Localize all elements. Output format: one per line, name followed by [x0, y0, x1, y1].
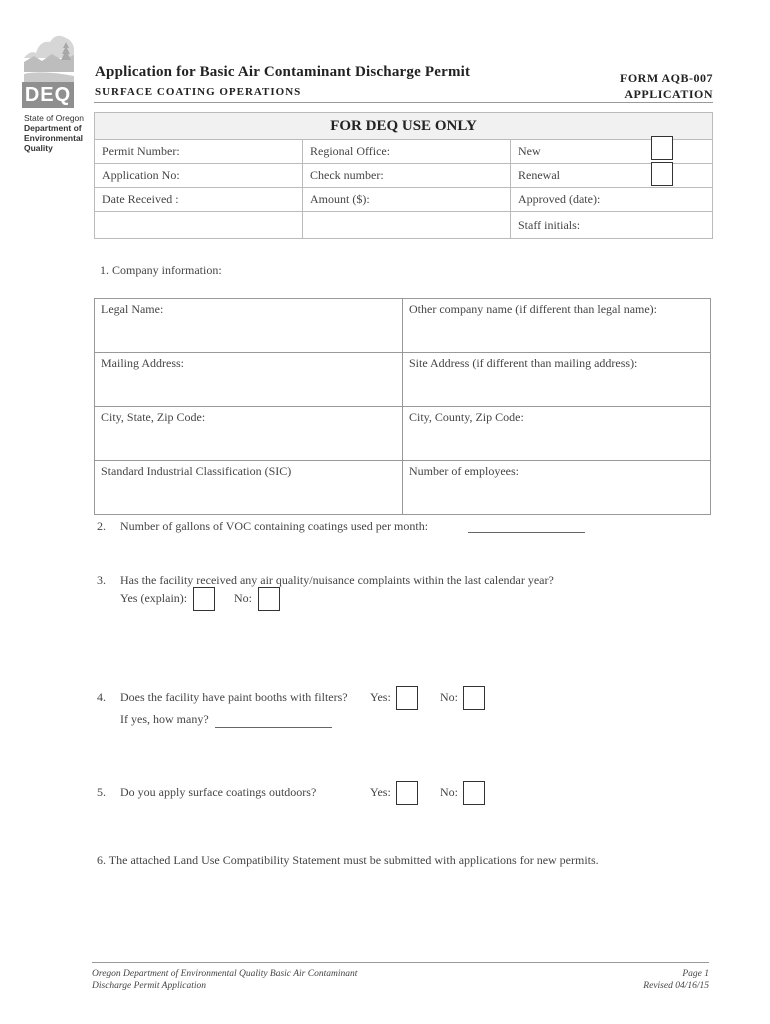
- q3-text: Has the facility received any air quality/nuisance complaints within the last calendar year?: [120, 573, 554, 587]
- sic-field[interactable]: Standard Industrial Classification (SIC): [95, 461, 403, 515]
- application-no-field: Application No:: [95, 164, 303, 188]
- q3-number: 3.: [97, 573, 106, 587]
- date-received-field: Date Received :: [95, 188, 303, 212]
- other-company-name-field[interactable]: Other company name (if different than legal name):: [403, 299, 711, 353]
- q5-yes-label: Yes:: [370, 785, 391, 799]
- deq-use-table: [94, 112, 713, 239]
- q3-no-label: No:: [234, 591, 252, 605]
- dept-line-1: Department of: [24, 123, 82, 133]
- permit-number-field: Permit Number:: [95, 140, 303, 164]
- q5-yes-checkbox[interactable]: [396, 781, 418, 805]
- header-divider: [94, 102, 713, 103]
- q3-yes-checkbox[interactable]: [193, 587, 215, 611]
- renewal-checkbox[interactable]: [651, 162, 673, 186]
- city-state-zip-field[interactable]: City, State, Zip Code:: [95, 407, 403, 461]
- agency-name: [24, 113, 84, 153]
- q2-number: 2.: [97, 519, 106, 533]
- form-subtitle: SURFACE COATING OPERATIONS: [95, 86, 302, 98]
- footer-divider: [92, 962, 709, 963]
- number-of-employees-field[interactable]: Number of employees:: [403, 461, 711, 515]
- revision-date: Revised 04/16/15: [643, 981, 709, 991]
- footer-page-info: [643, 968, 709, 992]
- new-label: New: [511, 140, 713, 164]
- form-type: APPLICATION: [624, 87, 713, 101]
- form-id: [620, 70, 713, 102]
- regional-office-field: Regional Office:: [303, 140, 511, 164]
- empty-cell: [303, 212, 511, 239]
- renewal-label: Renewal: [511, 164, 713, 188]
- page-number: Page 1: [682, 969, 709, 979]
- approved-date-field: Approved (date):: [511, 188, 713, 212]
- q4-number: 4.: [97, 690, 106, 704]
- deq-logo-text: DEQ: [22, 82, 74, 108]
- voc-gallons-input[interactable]: [468, 532, 585, 533]
- q4-no-checkbox[interactable]: [463, 686, 485, 710]
- footer-source: [92, 968, 357, 992]
- state-name: State of Oregon: [24, 113, 85, 123]
- q2-text: Number of gallons of VOC containing coatings used per month:: [120, 519, 429, 533]
- dept-line-3: Quality: [24, 143, 53, 153]
- q4-yes-checkbox[interactable]: [396, 686, 418, 710]
- booth-count-input[interactable]: [215, 727, 332, 728]
- q4-text: Does the facility have paint booths with filters?: [120, 690, 348, 704]
- q3-yes-label: Yes (explain):: [120, 591, 188, 605]
- company-info-heading: 1. Company information:: [100, 263, 222, 277]
- dept-line-2: Environmental: [24, 133, 84, 143]
- footer-line-1: Oregon Department of Environmental Quality Basic Air Contaminant: [92, 969, 358, 979]
- q5-number: 5.: [97, 785, 106, 799]
- site-address-field[interactable]: Site Address (if different than mailing address):: [403, 353, 711, 407]
- q3-no-checkbox[interactable]: [258, 587, 280, 611]
- empty-cell: [95, 212, 303, 239]
- q4-yes-label: Yes:: [370, 690, 391, 704]
- deq-use-heading: FOR DEQ USE ONLY: [95, 113, 713, 140]
- amount-field: Amount ($):: [303, 188, 511, 212]
- q4-no-label: No:: [440, 690, 458, 704]
- staff-initials-field: Staff initials:: [511, 212, 713, 239]
- footer-line-2: Discharge Permit Application: [92, 981, 206, 991]
- mailing-address-field[interactable]: Mailing Address:: [95, 353, 403, 407]
- city-county-zip-field[interactable]: City, County, Zip Code:: [403, 407, 711, 461]
- company-info-table: [94, 298, 711, 515]
- form-number: FORM AQB-007: [620, 71, 713, 85]
- q5-no-checkbox[interactable]: [463, 781, 485, 805]
- q5-text: Do you apply surface coatings outdoors?: [120, 785, 317, 799]
- check-number-field: Check number:: [303, 164, 511, 188]
- form-title: Application for Basic Air Contaminant Discharge Permit: [95, 64, 471, 80]
- new-checkbox[interactable]: [651, 136, 673, 160]
- q6-text: 6. The attached Land Use Compatibility Statement must be submitted with applications for new permits.: [97, 853, 599, 867]
- q4-sub-text: If yes, how many?: [120, 712, 209, 726]
- legal-name-field[interactable]: Legal Name:: [95, 299, 403, 353]
- q5-no-label: No:: [440, 785, 458, 799]
